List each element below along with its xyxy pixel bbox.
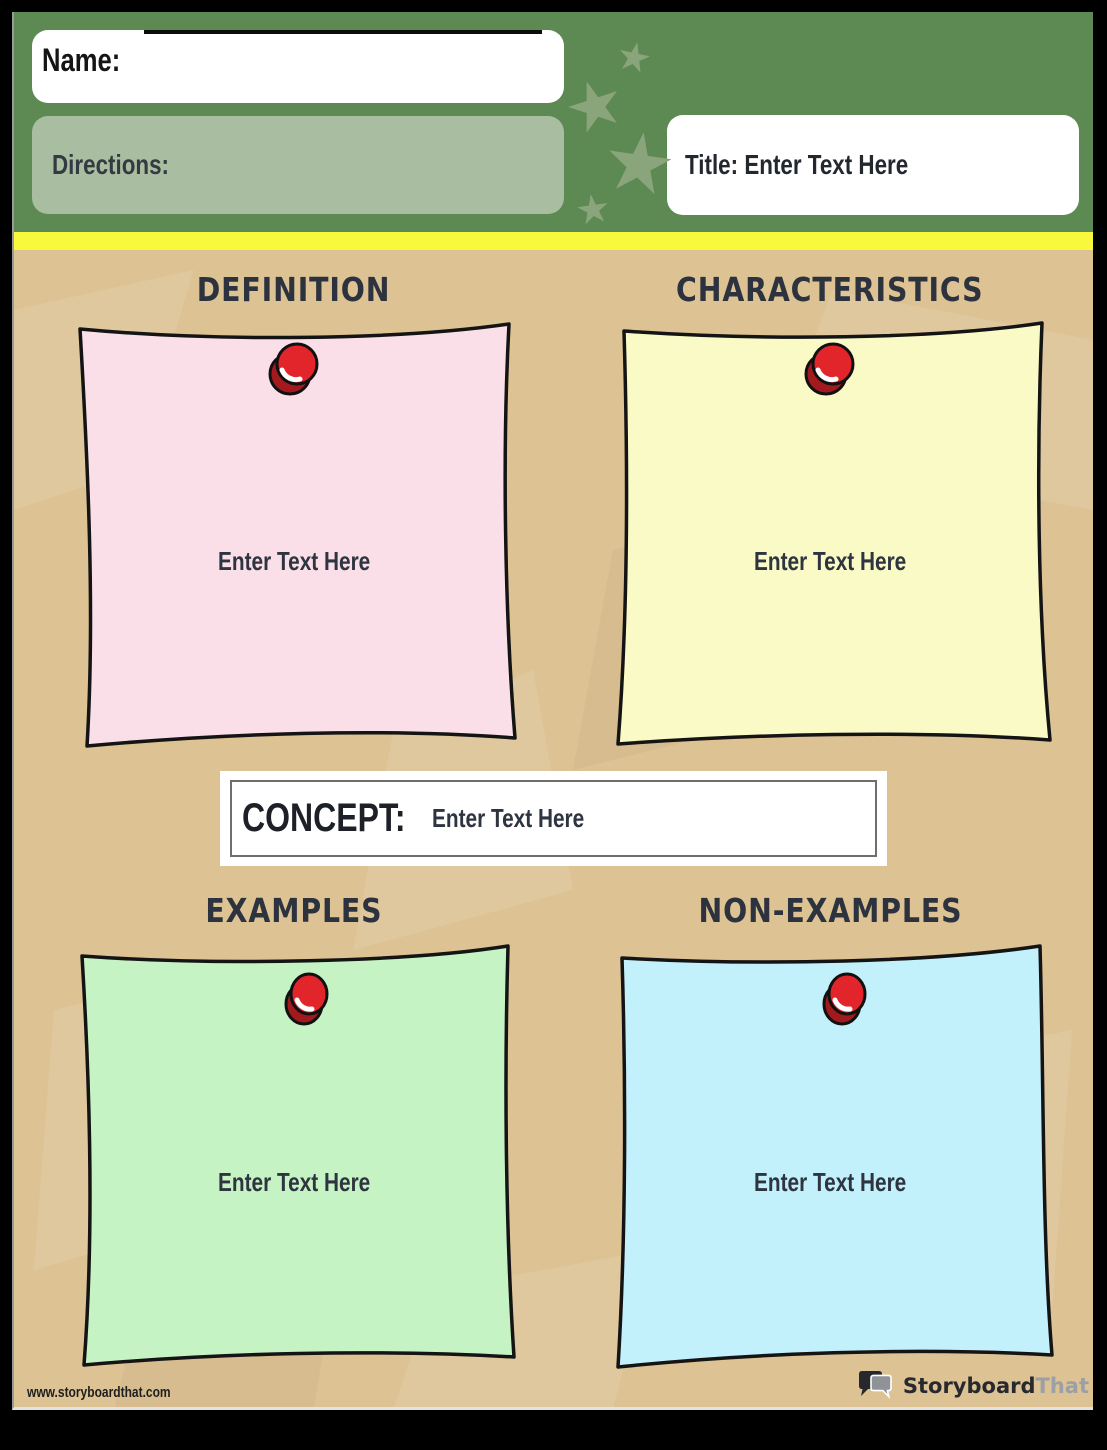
storyboardthat-logo (857, 1366, 1089, 1406)
name-write-line[interactable] (144, 30, 542, 34)
definition-text[interactable]: Enter Text Here (217, 546, 371, 576)
yellow-divider-stripe (14, 232, 1093, 250)
characteristics-note[interactable] (604, 315, 1056, 751)
logo-text-primary: Storyboard (902, 1374, 1036, 1398)
examples-heading: EXAMPLES (205, 891, 383, 930)
non-examples-note[interactable] (604, 936, 1056, 1372)
title-field[interactable] (667, 115, 1079, 215)
directions-label: Directions: (52, 149, 169, 180)
star-decoration (557, 25, 687, 225)
speech-bubble-icon (857, 1370, 897, 1402)
star-icon (616, 39, 652, 74)
examples-text[interactable]: Enter Text Here (217, 1167, 371, 1197)
definition-note[interactable] (68, 315, 520, 751)
concept-bar (220, 771, 887, 866)
concept-label: CONCEPT: (242, 796, 406, 840)
logo-text-secondary: That (1035, 1374, 1089, 1398)
name-field[interactable] (32, 30, 564, 103)
website-url: www.storyboardthat.com (27, 1384, 171, 1401)
examples-note[interactable] (68, 936, 520, 1372)
concept-text: Enter Text Here (432, 803, 585, 833)
title-text: Title: Enter Text Here (685, 149, 909, 180)
name-label: Name: (42, 42, 121, 78)
star-icon (604, 128, 674, 196)
header-band (14, 12, 1093, 232)
definition-heading: DEFINITION (197, 270, 391, 309)
star-icon (562, 73, 626, 135)
non-examples-text[interactable]: Enter Text Here (753, 1167, 907, 1197)
characteristics-heading: CHARACTERISTICS (676, 270, 984, 309)
directions-field[interactable] (32, 116, 564, 214)
characteristics-text[interactable]: Enter Text Here (753, 546, 907, 576)
concept-input[interactable] (230, 780, 877, 857)
worksheet-page (12, 12, 1093, 1410)
star-icon (576, 192, 610, 225)
non-examples-heading: NON-EXAMPLES (698, 891, 962, 930)
